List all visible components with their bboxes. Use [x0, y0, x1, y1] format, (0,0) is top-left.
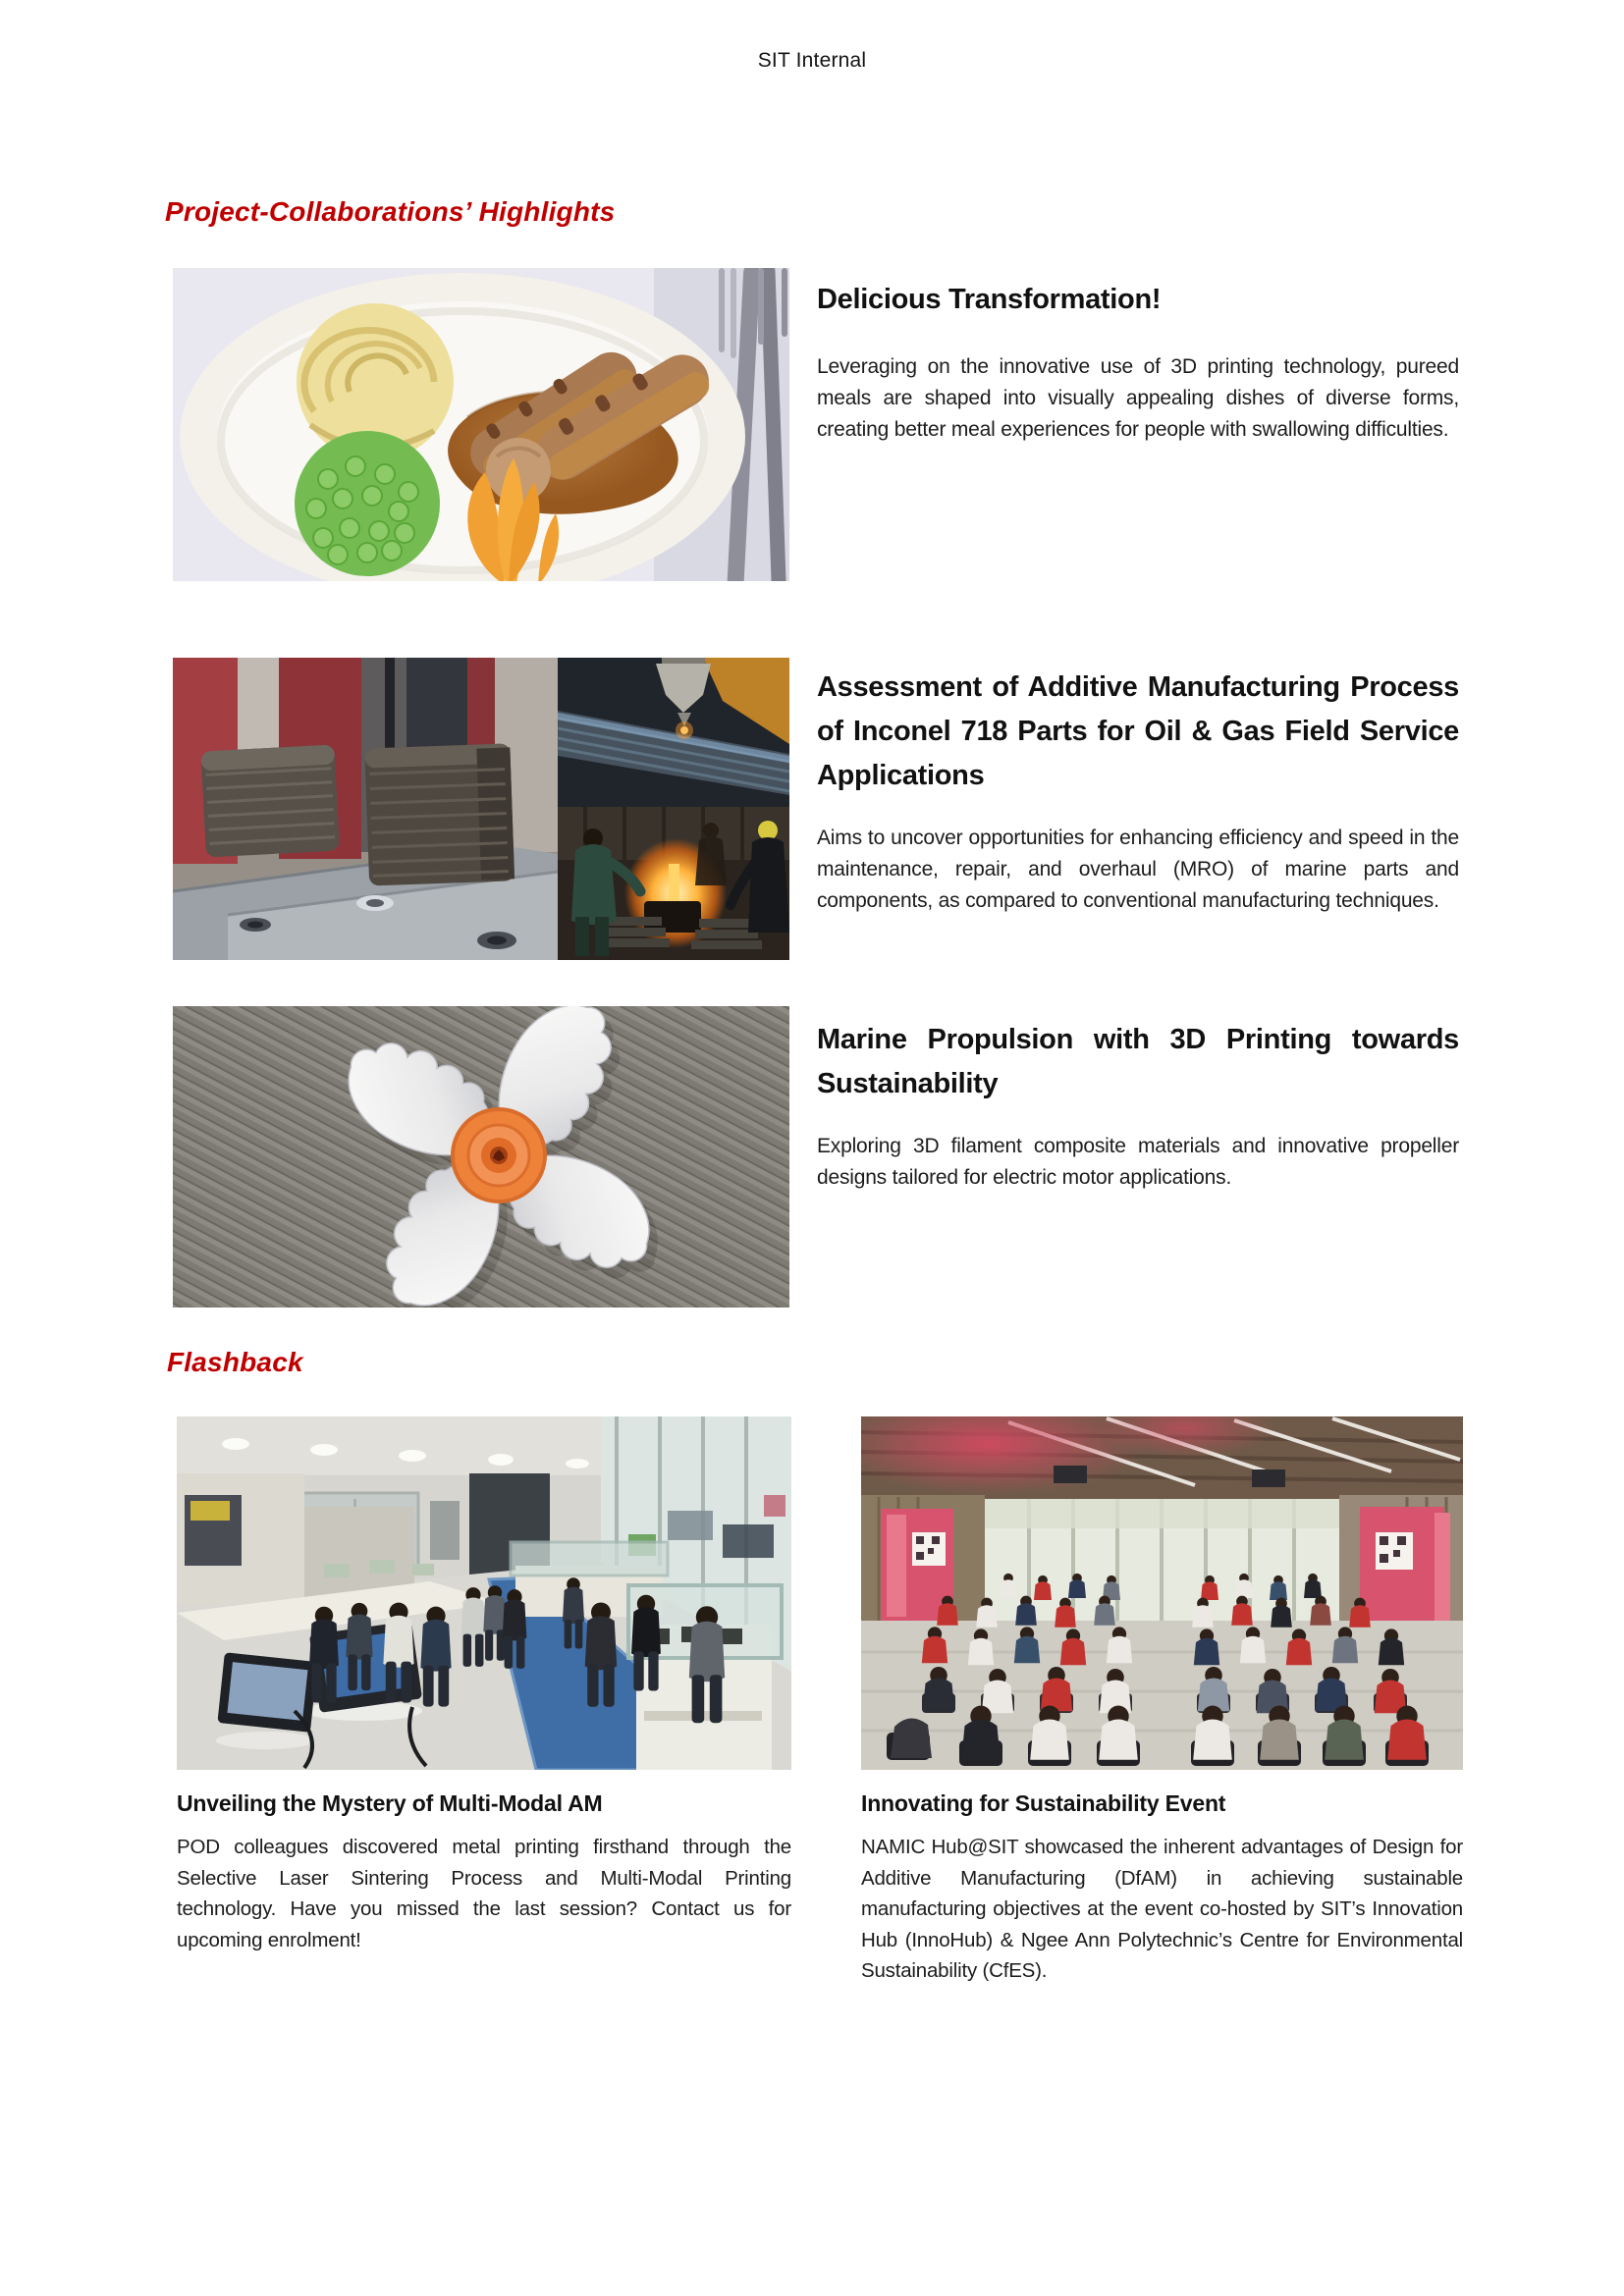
- section-heading-flashback: Flashback: [167, 1347, 303, 1377]
- article-body-inconel-assessment: Aims to uncover opportunities for enhancing efficiency and speed in the maintenance, repair, and overhaul (MRO) of marine parts and components, as compared to conventional manufacturing techniques.: [817, 827, 1459, 912]
- photo-sustainability-event-illustration: [861, 1416, 1463, 1770]
- photo-lab-tour: [177, 1416, 791, 1770]
- article-title-marine-propulsion: Marine Propulsion with 3D Printing towards Sustainability: [817, 1024, 1459, 1099]
- article-title-inconel-assessment: Assessment of Additive Manufacturing Process of Inconel 718 Parts for Oil & Gas Field Service Applications: [817, 671, 1459, 791]
- photo-3d-printed-meal-illustration: [173, 268, 789, 581]
- article-title-delicious-transformation: Delicious Transformation!: [817, 284, 1162, 315]
- document-classification-header: SIT Internal: [757, 49, 867, 72]
- section-heading-highlights: Project-Collaborations’ Highlights: [165, 196, 616, 227]
- article-body-delicious-transformation: Leveraging on the innovative use of 3D printing technology, pureed meals are shaped into visually appealing dishes of diverse forms, creating better meal experiences for people with swallowing difficulties.: [817, 355, 1459, 441]
- photo-sustainability-event: [861, 1416, 1463, 1770]
- flashback-body-sustainability-event: NAMIC Hub@SIT showcased the inherent advantages of Design for Additive Manufacturing (DfAM) in achieving sustainable manufacturing objectives at the event co-hosted by SIT’s Innovation Hub (InnoHub) & Ngee Ann Polytechnic’s Centre for Environmental Sustainability (CfES).: [861, 1836, 1463, 1982]
- photo-propeller-illustration: [173, 1006, 789, 1308]
- green-pea-dome: [295, 431, 440, 576]
- photo-3d-printed-propeller: [173, 1006, 789, 1308]
- flashback-title-multi-modal-am: Unveiling the Mystery of Multi-Modal AM: [177, 1790, 603, 1816]
- photo-3d-printed-meal: [173, 268, 789, 581]
- photo-lab-tour-illustration: [177, 1416, 791, 1770]
- screen-right: [1360, 1507, 1450, 1629]
- flashback-title-sustainability-event: Innovating for Sustainability Event: [861, 1790, 1226, 1816]
- article-body-marine-propulsion: Exploring 3D filament composite materials and innovative propeller designs tailored for electric motor applications.: [817, 1135, 1459, 1189]
- flashback-body-multi-modal-am: POD colleagues discovered metal printing firsthand through the Selective Laser Sintering Process and Multi-Modal Printing technology. Have you missed the last session? Contact us for upcoming enrolment!: [177, 1836, 791, 1951]
- photo-additive-manufacturing-illustration: [173, 658, 789, 960]
- photo-additive-manufacturing-collage: [173, 658, 789, 960]
